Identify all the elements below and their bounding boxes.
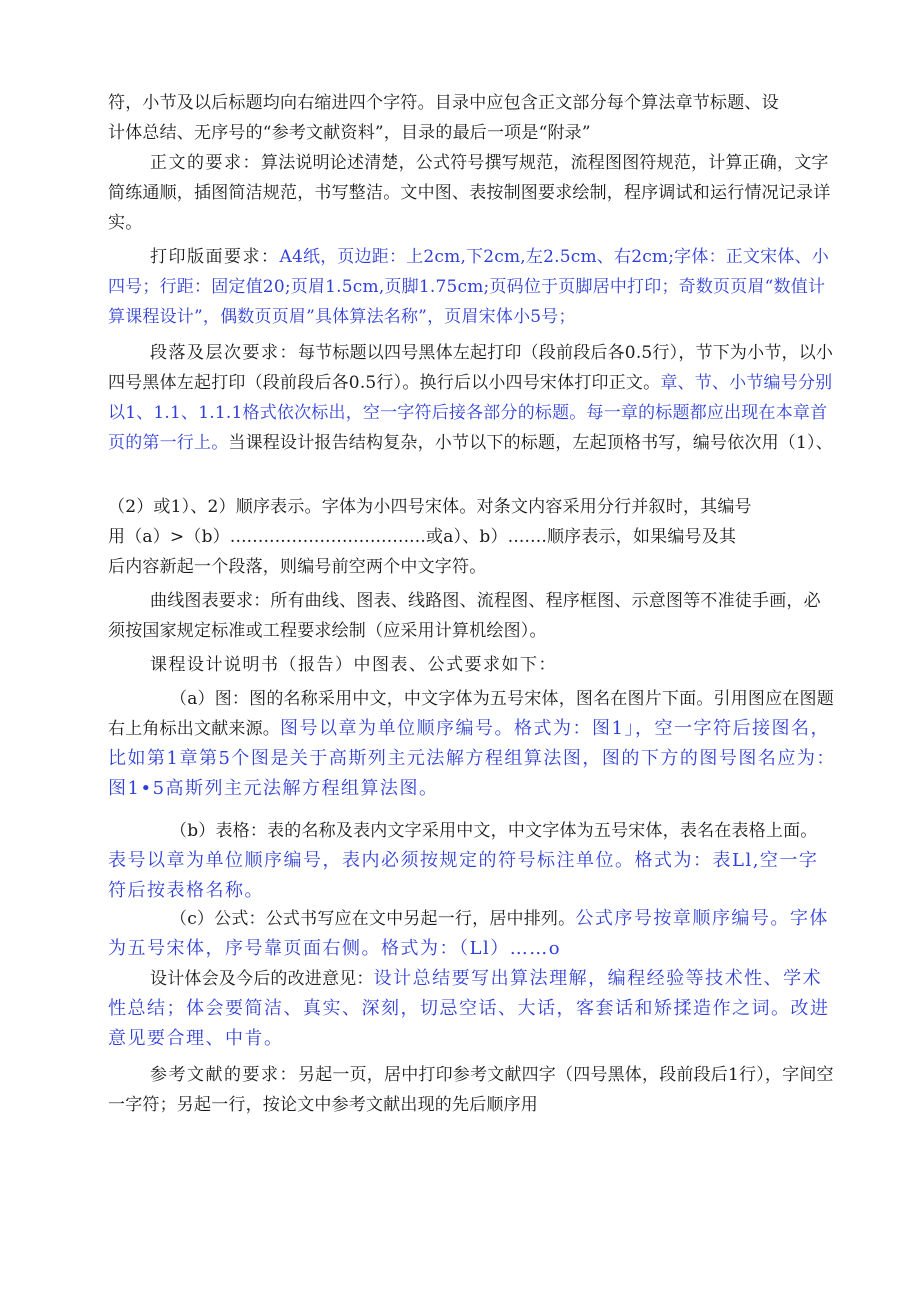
numbering-line-e bbox=[108, 522, 836, 552]
references-requirements bbox=[108, 1060, 836, 1120]
figures-formulas-heading-text: 课程设计说明书（报告）中图表、公式要求如下： bbox=[150, 655, 557, 675]
paragraph-level-text-c: 当课程设计报告结构复杂，小节以下的标题，左起顶格书写，编号依次用（1）、 bbox=[228, 433, 833, 453]
print-layout-requirements bbox=[108, 242, 836, 332]
reflection-requirements-text: 设计体会及今后的改进意见： bbox=[150, 969, 374, 989]
formula-requirements bbox=[108, 904, 836, 964]
table-requirements bbox=[108, 816, 836, 906]
chart-requirements-label: 曲线图表要求： bbox=[150, 591, 271, 611]
reflection-requirements-blue: 设计总结要写出算法理解，编程经验等技术性、学术性总结；体会要简洁、真实、深刻，切忌空话、大话，客套话和矫揉造作之词。改进意见要合理、中肯。 bbox=[108, 968, 830, 1049]
figure-numbering-rule: 图号以章为单位顺序编号。格式为：图1」，空一字符后接图名，比如第1章第5个图是关于高斯列主元法解方程组算法图，图的下方的图号图名应为：图1•5高斯列主元法解方程组算法图。 bbox=[108, 718, 836, 799]
body-text-label: 正文的要求： bbox=[150, 153, 261, 173]
paragraph-level-text-b: 章、节、小节编号分别以1、1.1、1.1.1格式依次标出，空一字符后接各部分的标题。每一章的标题都应出现在本章首页的第一行上。 bbox=[108, 373, 833, 453]
reflection-requirements bbox=[108, 964, 836, 1054]
toc-line-1: 符，小节及以后标题均向右缩进四个字符。目录中应包含正文部分每个算法章节标题、设 bbox=[108, 93, 779, 113]
numbering-line-f-text: 后内容新起一个段落，则编号前空两个中文字符。 bbox=[108, 557, 487, 577]
figures-formulas-heading bbox=[108, 650, 836, 680]
figure-requirements-text: （a）图：图的名称采用中文，中文字体为五号宋体，图名在图片下面。引用图应在图题右上角标出文献来源。 bbox=[108, 689, 834, 739]
paragraph-level-label: 段落及层次要求： bbox=[150, 343, 298, 363]
body-text-requirements bbox=[108, 148, 836, 238]
numbering-line-e-text: 用（a）>（b）...................................或a）、b）.......顺序表示，如果编号及其 bbox=[108, 527, 737, 547]
numbering-line-d bbox=[108, 492, 836, 522]
numbering-line-d-text: （2）或1）、2）顺序表示。字体为小四号宋体。对条文内容采用分行并叙时，其编号 bbox=[108, 497, 752, 517]
paragraph-level-requirements bbox=[108, 338, 836, 458]
references-label: 参考文献的要求： bbox=[150, 1065, 298, 1085]
toc-line-2: 计体总结、无序号的“参考文献资料”，目录的最后一项是“附录” bbox=[108, 123, 591, 143]
body-text-content: 算法说明论述清楚，公式符号撰写规范，流程图图符规范，计算正确，文字简练通顺，插图简洁规范，书写整洁。文中图、表按制图要求绘制，程序调试和运行情况记录详实。 bbox=[108, 153, 831, 233]
chart-requirements bbox=[108, 586, 836, 646]
formula-requirements-text: （c）公式：公式书写应在文中另起一行，居中排列。 bbox=[170, 909, 576, 929]
table-requirements-text: （b）表格：表的名称及表内文字采用中文，中文字体为五号宋体，表名在表格上面。 bbox=[170, 821, 818, 841]
formula-numbering-rule: 公式序号按章顺序编号。字体为五号宋体，序号靠页面右侧。格式为：（Ll）……o bbox=[108, 908, 829, 959]
chart-requirements-content: 所有曲线、图表、线路图、流程图、程序框图、示意图等不准徒手画，必须按国家规定标准或工程要求绘制（应采用计算机绘图）。 bbox=[108, 591, 821, 641]
toc-requirements-continued bbox=[108, 88, 836, 148]
print-layout-label: 打印版面要求： bbox=[150, 247, 280, 267]
table-numbering-rule: 表号以章为单位顺序编号，表内必须按规定的符号标注单位。格式为：表Ll,空一字符后按表格名称。 bbox=[108, 850, 819, 901]
figure-requirements bbox=[108, 684, 836, 804]
print-layout-content: A4纸，页边距：上2cm,下2cm,左2.5cm、右2cm;字体：正文宋体、小四号；行距：固定值20;页眉1.5cm,页脚1.75cm;页码位于页脚居中打印；奇数页页眉“数值计算课程设计”，偶数页页眉”具体算法名称”，页眉宋体小5号； bbox=[108, 247, 829, 327]
references-content: 另起一页，居中打印参考文献四字（四号黑体，段前段后1行），字间空一字符；另起一行，按论文中参考文献出现的先后顺序用 bbox=[108, 1065, 834, 1115]
paragraph-level-text-a: 每节标题以四号黑体左起打印（段前段后各0.5行），节下为小节，以小四号黑体左起打印（段前段后各0.5行）。换行后以小四号宋体打印正文。 bbox=[108, 343, 834, 393]
numbering-line-f bbox=[108, 552, 836, 582]
